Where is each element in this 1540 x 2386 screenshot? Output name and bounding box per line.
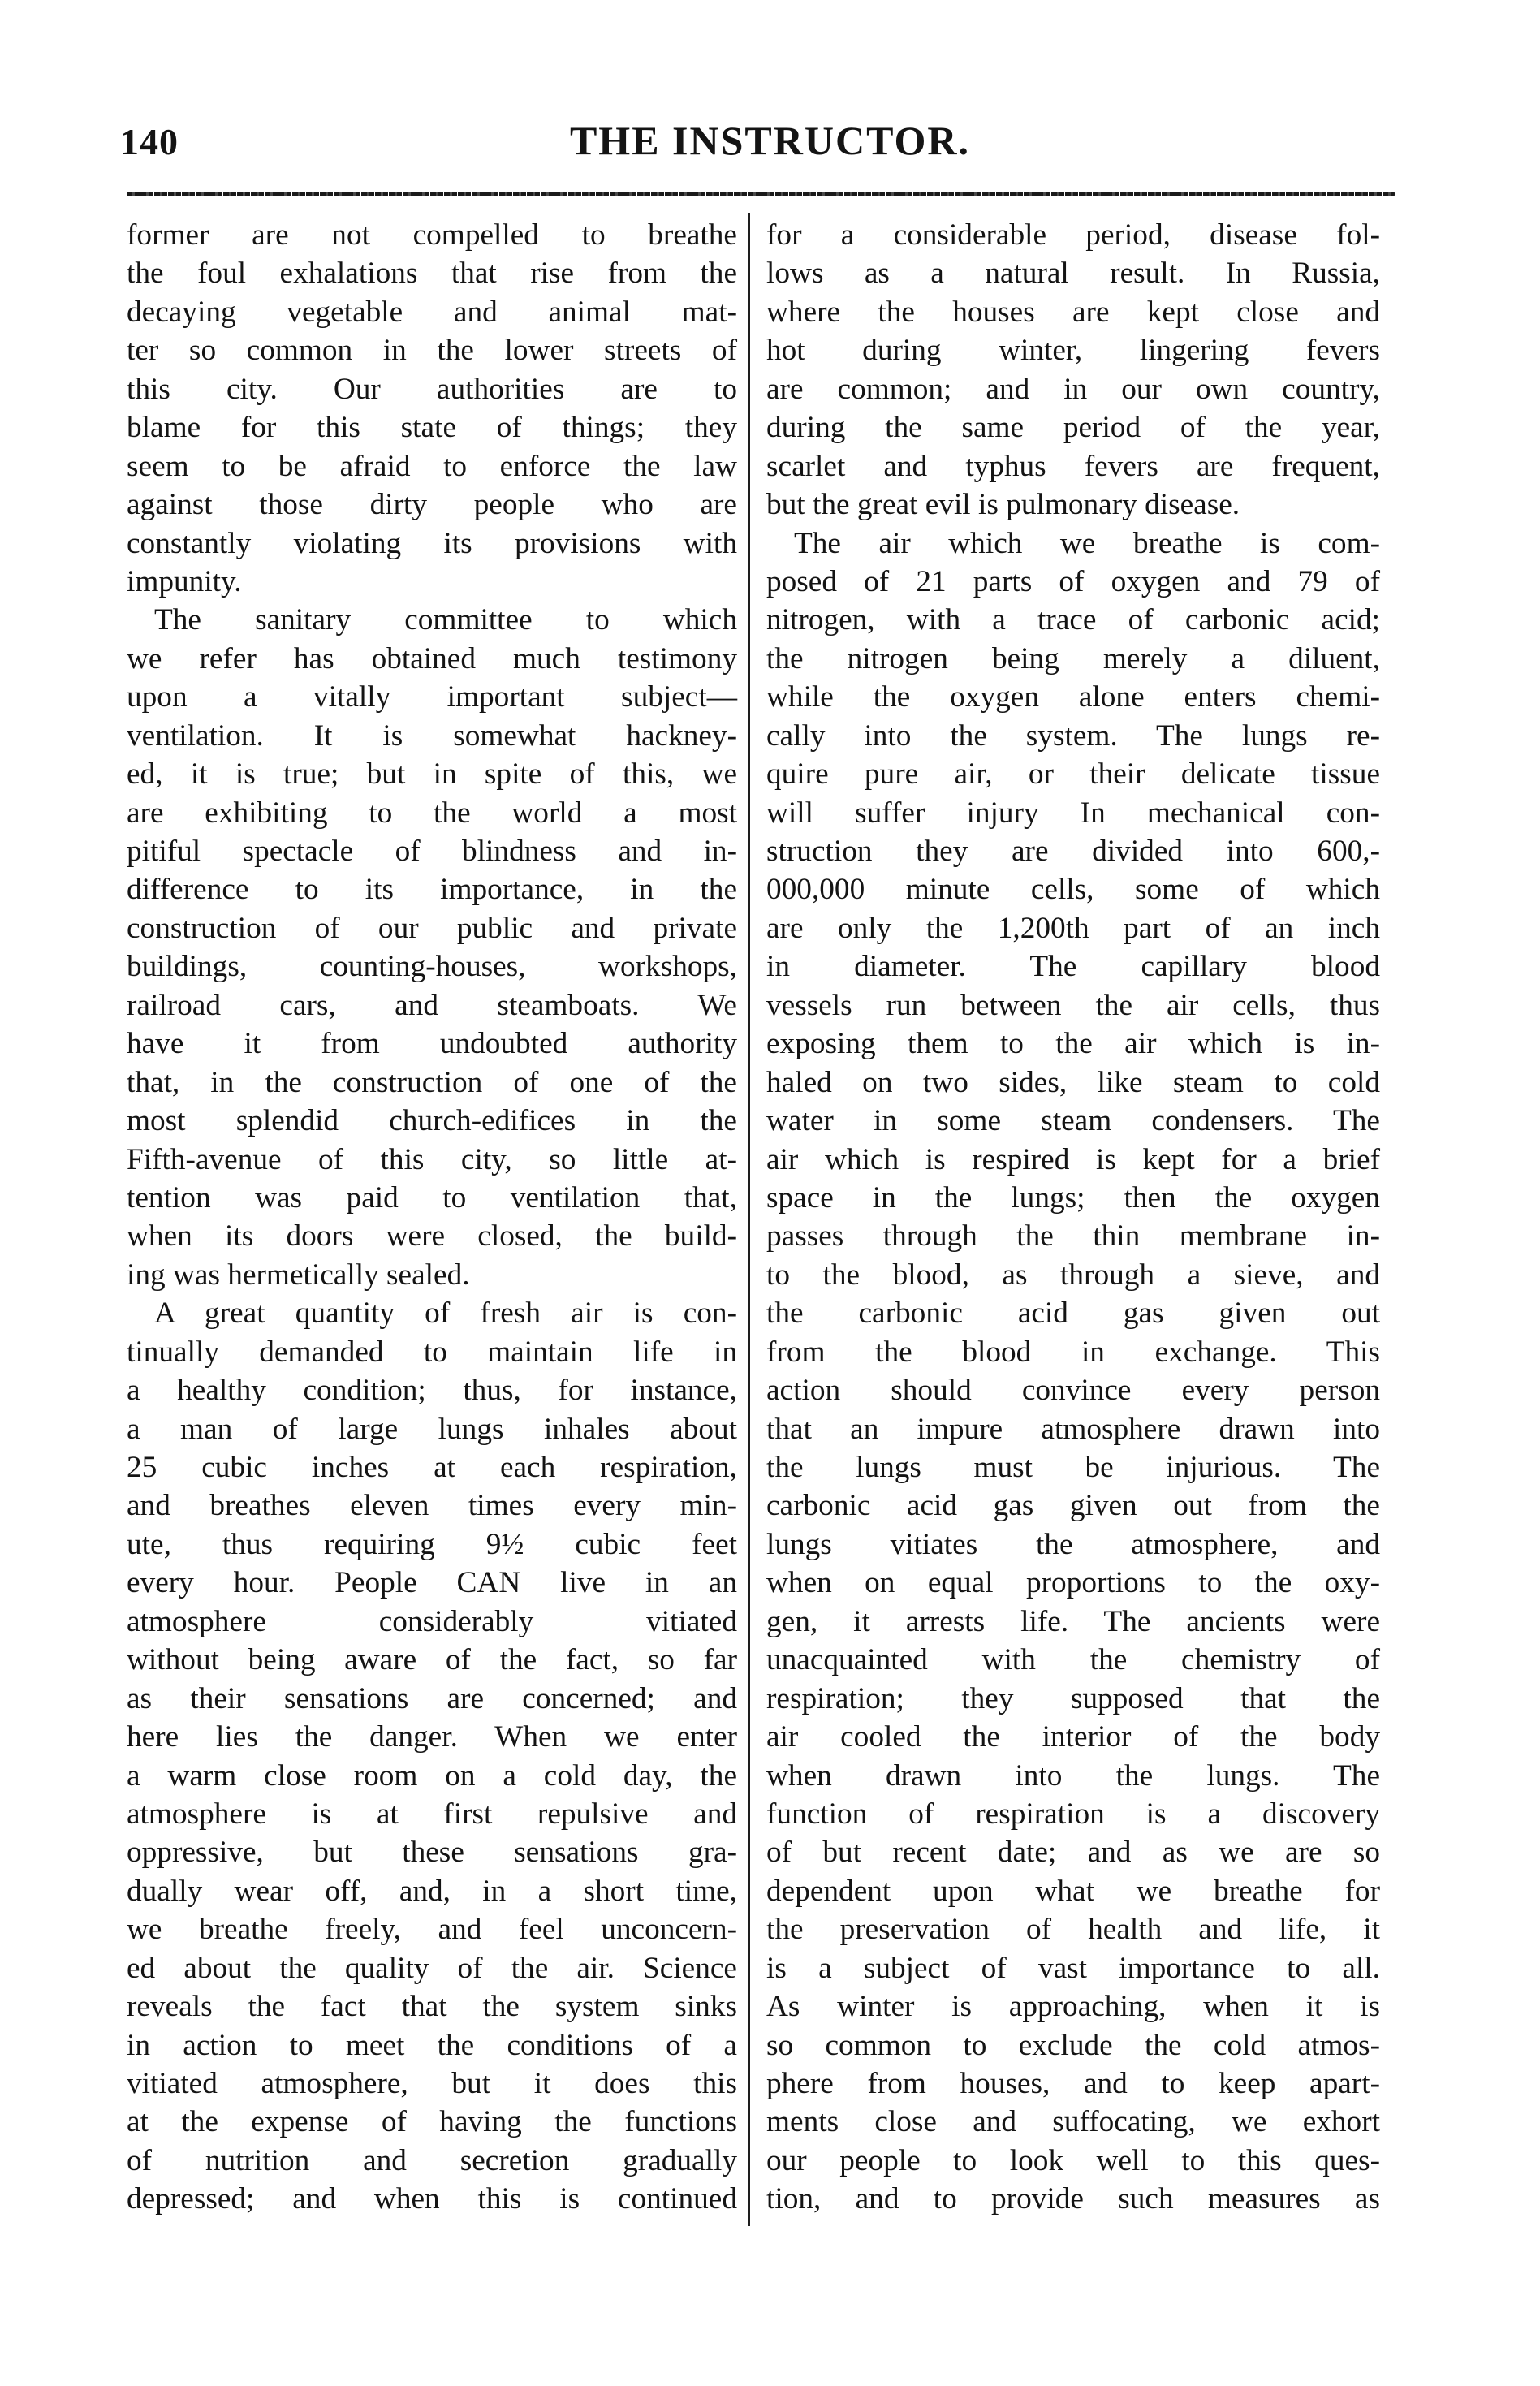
text-line: blame for this state of things; they [127,411,737,445]
text-line: this city. Our authorities are to [127,372,737,406]
text-line: upon a vitally important subject— [127,680,737,714]
text-line: vessels run between the air cells, thus [766,988,1380,1022]
text-line: constantly violating its provisions with [127,526,737,560]
text-line: impunity. [127,564,242,598]
text-line: unacquainted with the chemistry of [766,1643,1380,1677]
header-rule [127,192,1395,196]
text-line: function of respiration is a discovery [766,1797,1380,1831]
text-line: from the blood in exchange. This [766,1335,1380,1369]
right-column [766,216,1380,2219]
text-line: oppressive, but these sensations gra- [127,1836,737,1870]
text-line: are exhibiting to the world a most [127,796,737,830]
page-number: 140 [120,121,179,162]
text-line: action should convince every person [766,1374,1380,1408]
text-line: buildings, counting-houses, workshops, [127,950,737,984]
text-line: posed of 21 parts of oxygen and 79 of [766,564,1380,598]
text-line: that, in the construction of one of the [127,1065,737,1099]
text-line: have it from undoubted authority [127,1027,737,1061]
text-line: in diameter. The capillary blood [766,950,1380,984]
text-line: tinually demanded to maintain life in [127,1335,737,1369]
text-line: struction they are divided into 600,- [766,835,1380,868]
text-line: phere from houses, and to keep apart- [766,2067,1380,2100]
text-line: A great quantity of fresh air is con- [154,1297,737,1331]
text-line: pitiful spectacle of blindness and in- [127,835,737,868]
text-line: passes through the thin membrane in- [766,1219,1380,1253]
text-line: so common to exclude the cold atmos- [766,2028,1380,2062]
text-line: here lies the danger. When we enter [127,1720,737,1754]
text-line: of nutrition and secretion gradually [127,2143,737,2177]
text-line: dually wear off, and, in a short time, [127,1874,737,1908]
text-line: the lungs must be injurious. The [766,1451,1380,1484]
text-line: quire pure air, or their delicate tissue [766,757,1380,792]
text-line: when on equal proportions to the oxy- [766,1566,1380,1600]
text-line: in action to meet the conditions of a [127,2028,737,2062]
text-line: The air which we breathe is com- [794,526,1380,560]
text-line: depressed; and when this is continued [127,2182,737,2216]
text-line: gen, it arrests life. The ancients were [766,1604,1380,1638]
text-line: we breathe freely, and feel unconcern- [127,1913,737,1947]
text-line: but the great evil is pulmonary disease. [766,488,1240,522]
text-line: railroad cars, and steamboats. We [127,988,737,1022]
text-line: exposing them to the air which is in- [766,1027,1380,1061]
text-line: a warm close room on a cold day, the [127,1758,737,1793]
text-line: Fifth-avenue of this city, so little at- [127,1142,737,1176]
text-line: our people to look well to this ques- [766,2143,1380,2177]
text-line: every hour. People CAN live in an [127,1566,737,1600]
left-column [127,216,737,2219]
text-line: are only the 1,200th part of an inch [766,911,1380,945]
text-line: construction of our public and private [127,911,737,945]
text-line: ute, thus requiring 9½ cubic feet [127,1527,737,1561]
running-head: THE INSTRUCTOR. [569,118,971,163]
text-line: hot during winter, lingering fevers [766,334,1380,368]
text-line: the foul exhalations that rise from the [127,257,737,291]
text-line: where the houses are kept close and [766,295,1380,329]
text-line: to the blood, as through a sieve, and [766,1258,1380,1292]
text-line: that an impure atmosphere drawn into [766,1412,1380,1446]
text-line: reveals the fact that the system sinks [127,1990,737,2024]
text-line: decaying vegetable and animal mat- [127,295,737,329]
text-line: space in the lungs; then the oxygen [766,1180,1380,1215]
text-line: 000,000 minute cells, some of which [766,873,1380,907]
text-line: the carbonic acid gas given out [766,1297,1380,1331]
text-line: when its doors were closed, the build- [127,1219,737,1253]
text-line: ing was hermetically sealed. [127,1258,470,1292]
text-line: seem to be afraid to enforce the law [127,449,737,483]
text-line: at the expense of having the functions [127,2105,737,2139]
text-line: tention was paid to ventilation that, [127,1180,737,1215]
text-line: The sanitary committee to which [154,603,737,637]
text-line: during the same period of the year, [766,411,1380,445]
text-line: difference to its importance, in the [127,873,737,907]
text-line: lungs vitiates the atmosphere, and [766,1527,1380,1561]
text-line: are common; and in our own country, [766,372,1380,406]
text-line: carbonic acid gas given out from the [766,1489,1380,1523]
text-line: scarlet and typhus fevers are frequent, [766,449,1380,483]
text-line: nitrogen, with a trace of carbonic acid; [766,603,1380,637]
text-line: cally into the system. The lungs re- [766,718,1380,753]
text-line: ed, it is true; but in spite of this, we [127,757,737,792]
text-line: the preservation of health and life, it [766,1913,1380,1947]
text-line: haled on two sides, like steam to cold [766,1065,1380,1099]
text-line: As winter is approaching, when it is [766,1990,1380,2024]
text-line: ventilation. It is somewhat hackney- [127,718,737,753]
text-line: air cooled the interior of the body [766,1720,1380,1754]
text-line: air which is respired is kept for a brief [766,1142,1380,1176]
text-line: former are not compelled to breathe [127,218,737,252]
text-line: as their sensations are concerned; and [127,1681,737,1715]
text-line: lows as a natural result. In Russia, [766,257,1380,291]
text-line: when drawn into the lungs. The [766,1758,1380,1793]
text-line: tion, and to provide such measures as [766,2182,1380,2216]
text-line: is a subject of vast importance to all. [766,1951,1380,1985]
text-line: 25 cubic inches at each respiration, [127,1451,737,1484]
text-line: most splendid church-edifices in the [127,1104,737,1138]
column-divider [748,213,750,2226]
text-line: vitiated atmosphere, but it does this [127,2067,737,2100]
text-line: will suffer injury In mechanical con- [766,796,1380,830]
text-line: we refer has obtained much testimony [127,641,737,675]
text-line: against those dirty people who are [127,488,737,522]
text-line: atmosphere considerably vitiated [127,1604,737,1638]
text-line: without being aware of the fact, so far [127,1643,737,1677]
text-line: ments close and suffocating, we exhort [766,2105,1380,2139]
text-line: of but recent date; and as we are so [766,1836,1380,1870]
text-line: while the oxygen alone enters chemi- [766,680,1380,714]
text-line: and breathes eleven times every min- [127,1489,737,1523]
text-line: the nitrogen being merely a diluent, [766,641,1380,675]
text-line: a healthy condition; thus, for instance, [127,1374,737,1408]
text-line: for a considerable period, disease fol- [766,218,1380,252]
text-line: a man of large lungs inhales about [127,1412,737,1446]
text-line: atmosphere is at first repulsive and [127,1797,737,1831]
text-line: dependent upon what we breathe for [766,1874,1380,1908]
text-line: respiration; they supposed that the [766,1681,1380,1715]
text-line: water in some steam condensers. The [766,1104,1380,1138]
text-line: ter so common in the lower streets of [127,334,737,368]
text-line: ed about the quality of the air. Science [127,1951,737,1985]
